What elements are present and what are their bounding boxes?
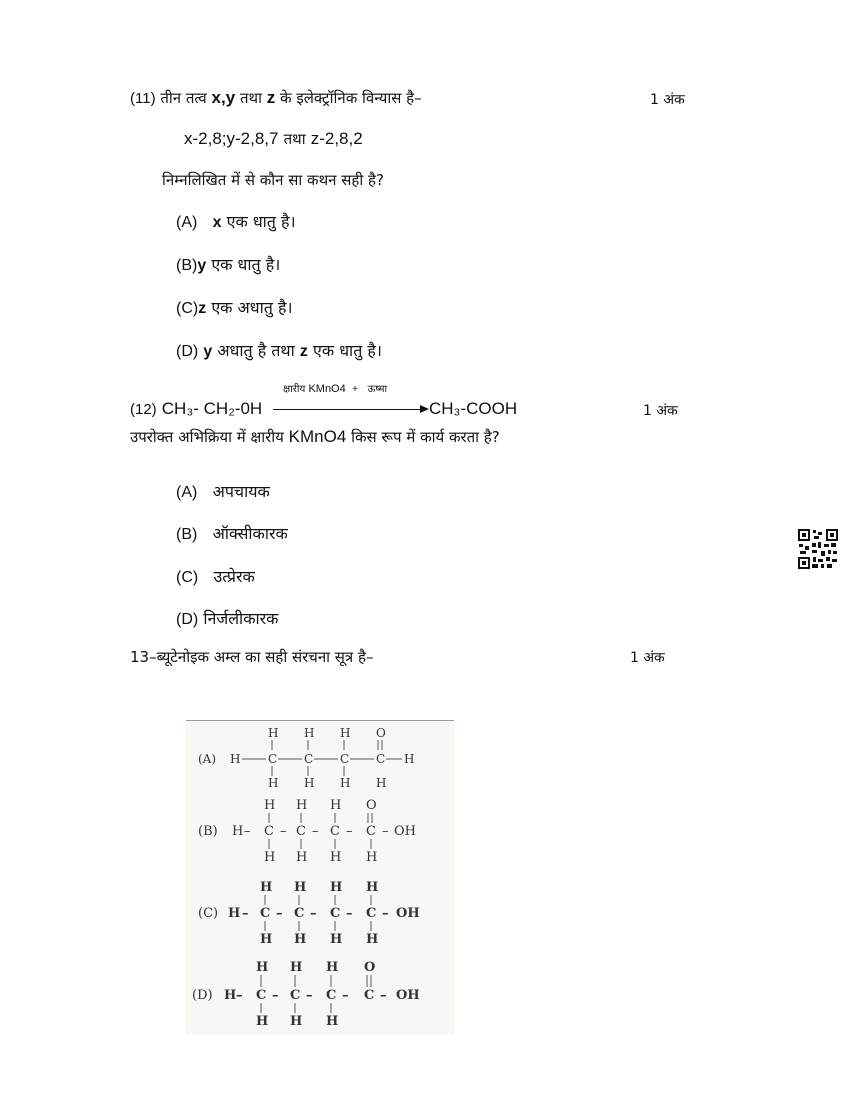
q12-product: CH₃-COOH (429, 399, 518, 418)
svg-text:–: – (310, 906, 317, 921)
option-var: y (203, 343, 213, 360)
structure-c (198, 880, 420, 947)
option-text: ऑक्सीकारक (212, 524, 288, 543)
option-var: x (212, 214, 222, 231)
svg-text:H: H (340, 776, 351, 790)
svg-text:H: H (232, 824, 244, 839)
svg-text:–: – (382, 906, 389, 921)
q12-marks: 1 अंक (643, 403, 678, 419)
q11-config-b: तथा (283, 130, 306, 148)
q11-config-a: x-2,8;y-2,8,7 (184, 129, 279, 148)
svg-text:O: O (366, 798, 377, 813)
svg-text:O: O (364, 960, 376, 975)
svg-text:C: C (260, 906, 271, 921)
q12-option-d (176, 607, 278, 629)
option-text: एक धातु है। (226, 212, 296, 231)
svg-text:H: H (296, 798, 308, 813)
q11-config-line (184, 129, 363, 149)
structure-label: (D) (192, 988, 213, 1003)
svg-text:–: – (244, 824, 251, 839)
svg-text:–: – (236, 988, 243, 1003)
q12-condition-c: + (352, 384, 358, 395)
q12-reaction-condition (283, 381, 387, 395)
svg-text:C: C (330, 906, 341, 921)
q11-marks: 1 अंक (650, 92, 685, 108)
structure-a (198, 726, 414, 790)
q11-text-b: x,y (211, 88, 236, 107)
svg-text:C: C (330, 824, 340, 839)
q12-option-a (176, 480, 270, 502)
q11-config-c: z-2,8,2 (310, 129, 363, 148)
q13-marks: 1 अंक (630, 650, 665, 666)
q11-number: (11) (130, 90, 156, 107)
structure-label: (B) (198, 824, 218, 839)
q12-condition-d: ऊष्मा (367, 384, 388, 395)
svg-text:H: H (304, 726, 315, 740)
q11-option-a (176, 210, 296, 232)
svg-text:–: – (346, 824, 353, 839)
option-var: y (197, 257, 207, 274)
qr-code-icon (798, 529, 838, 569)
q12-equation (130, 399, 262, 419)
q12-condition-b: KMnO4 (308, 383, 346, 395)
q12-condition-a: क्षारीय (283, 384, 306, 395)
structure-d (192, 960, 420, 1029)
svg-text:H: H (326, 1014, 339, 1029)
svg-text:H: H (330, 798, 342, 813)
svg-text:H: H (366, 850, 378, 865)
option-label: (D) (176, 611, 199, 628)
svg-text:C: C (294, 906, 305, 921)
svg-text:OH: OH (396, 906, 420, 921)
svg-text:C: C (296, 824, 306, 839)
structure-label: (C) (198, 906, 219, 921)
option-text2: एक धातु है। (312, 341, 382, 360)
svg-text:C: C (304, 752, 314, 766)
svg-text:–: – (306, 988, 313, 1003)
option-label: (C) (176, 300, 199, 317)
svg-text:C: C (326, 988, 337, 1003)
svg-text:–: – (342, 988, 349, 1003)
svg-text:C: C (376, 752, 386, 766)
q11-option-b (176, 253, 280, 275)
svg-text:H: H (340, 726, 351, 740)
reaction-arrow-icon (420, 405, 429, 413)
q11-line (130, 88, 422, 108)
structure-label: (A) (198, 752, 217, 766)
q12-option-c (176, 565, 255, 587)
option-var2: z (299, 343, 308, 360)
svg-text:–: – (312, 824, 319, 839)
svg-text:H: H (366, 932, 379, 947)
svg-text:C: C (366, 824, 376, 839)
svg-text:H: H (224, 988, 237, 1003)
svg-text:C: C (340, 752, 350, 766)
option-text: अपचायक (212, 482, 270, 501)
svg-text:H: H (290, 960, 303, 975)
svg-text:H: H (330, 932, 343, 947)
option-label: (C) (176, 569, 199, 586)
svg-text:–: – (382, 824, 389, 839)
option-label: (B) (176, 257, 198, 274)
svg-text:C: C (256, 988, 267, 1003)
svg-text:H: H (376, 776, 387, 790)
svg-text:O: O (376, 726, 386, 740)
svg-text:C: C (268, 752, 278, 766)
q11-question: निम्नलिखित में से कौन सा कथन सही है? (162, 171, 384, 189)
q12-reactant: CH₃- CH₂-0H (161, 399, 263, 418)
svg-text:H: H (268, 776, 279, 790)
svg-text:H: H (264, 798, 276, 813)
q12-number: (12) (130, 401, 157, 418)
svg-text:H: H (268, 726, 279, 740)
q11-text-a: तीन तत्व (160, 89, 207, 107)
option-label: (D) (176, 343, 199, 360)
svg-text:H: H (366, 880, 379, 895)
svg-text:H: H (260, 880, 273, 895)
svg-text:H: H (228, 906, 241, 921)
svg-text:H: H (330, 850, 342, 865)
q11-text-e: के इलेक्ट्रॉनिक विन्यास है– (280, 89, 422, 107)
svg-text:H: H (304, 776, 315, 790)
svg-text:H: H (294, 932, 307, 947)
option-label: (A) (176, 214, 198, 231)
svg-text:C: C (366, 906, 377, 921)
svg-text:OH: OH (396, 988, 420, 1003)
svg-text:H: H (290, 1014, 303, 1029)
option-text: एक धातु है। (211, 255, 281, 274)
q13-title: 13–ब्यूटेनोइक अम्ल का सही संरचना सूत्र है– (130, 648, 374, 666)
svg-text:H: H (260, 932, 273, 947)
svg-text:OH: OH (394, 824, 416, 839)
q11-option-d (176, 339, 382, 361)
reaction-arrow-line (273, 409, 421, 410)
svg-text:C: C (290, 988, 301, 1003)
q12-question-a: उपरोक्त अभिक्रिया में क्षारीय (130, 428, 284, 446)
svg-text:H: H (256, 1014, 269, 1029)
q11-text-c: तथा (239, 89, 262, 107)
svg-text:–: – (280, 824, 287, 839)
option-text: उत्प्रेरक (213, 567, 255, 586)
option-label: (B) (176, 526, 198, 543)
structure-b (198, 798, 416, 865)
svg-text:H: H (330, 880, 343, 895)
q11-option-c (176, 296, 293, 318)
svg-text:H: H (230, 752, 241, 766)
svg-text:C: C (364, 988, 375, 1003)
q12-question-c: किस रूप में कार्य करता है? (351, 428, 500, 446)
option-label: (A) (176, 484, 198, 501)
svg-text:–: – (272, 988, 279, 1003)
option-text: निर्जलीकारक (203, 609, 279, 628)
q11-text-d: z (266, 88, 276, 107)
q12-option-b (176, 522, 288, 544)
svg-text:H: H (296, 850, 308, 865)
option-var: z (198, 300, 207, 317)
q12-question (130, 427, 500, 447)
svg-text:–: – (346, 906, 353, 921)
option-text: एक अधातु है। (211, 298, 293, 317)
option-text: अधातु है तथा (217, 341, 295, 360)
svg-text:H: H (326, 960, 339, 975)
svg-text:H: H (256, 960, 269, 975)
butanoic-acid-structures-figure (186, 720, 454, 1035)
svg-text:C: C (264, 824, 274, 839)
svg-text:H: H (294, 880, 307, 895)
svg-text:–: – (276, 906, 283, 921)
svg-text:–: – (380, 988, 387, 1003)
q12-question-b: KMnO4 (288, 427, 347, 446)
svg-text:H: H (404, 752, 415, 766)
svg-text:H: H (264, 850, 276, 865)
svg-text:–: – (242, 906, 249, 921)
